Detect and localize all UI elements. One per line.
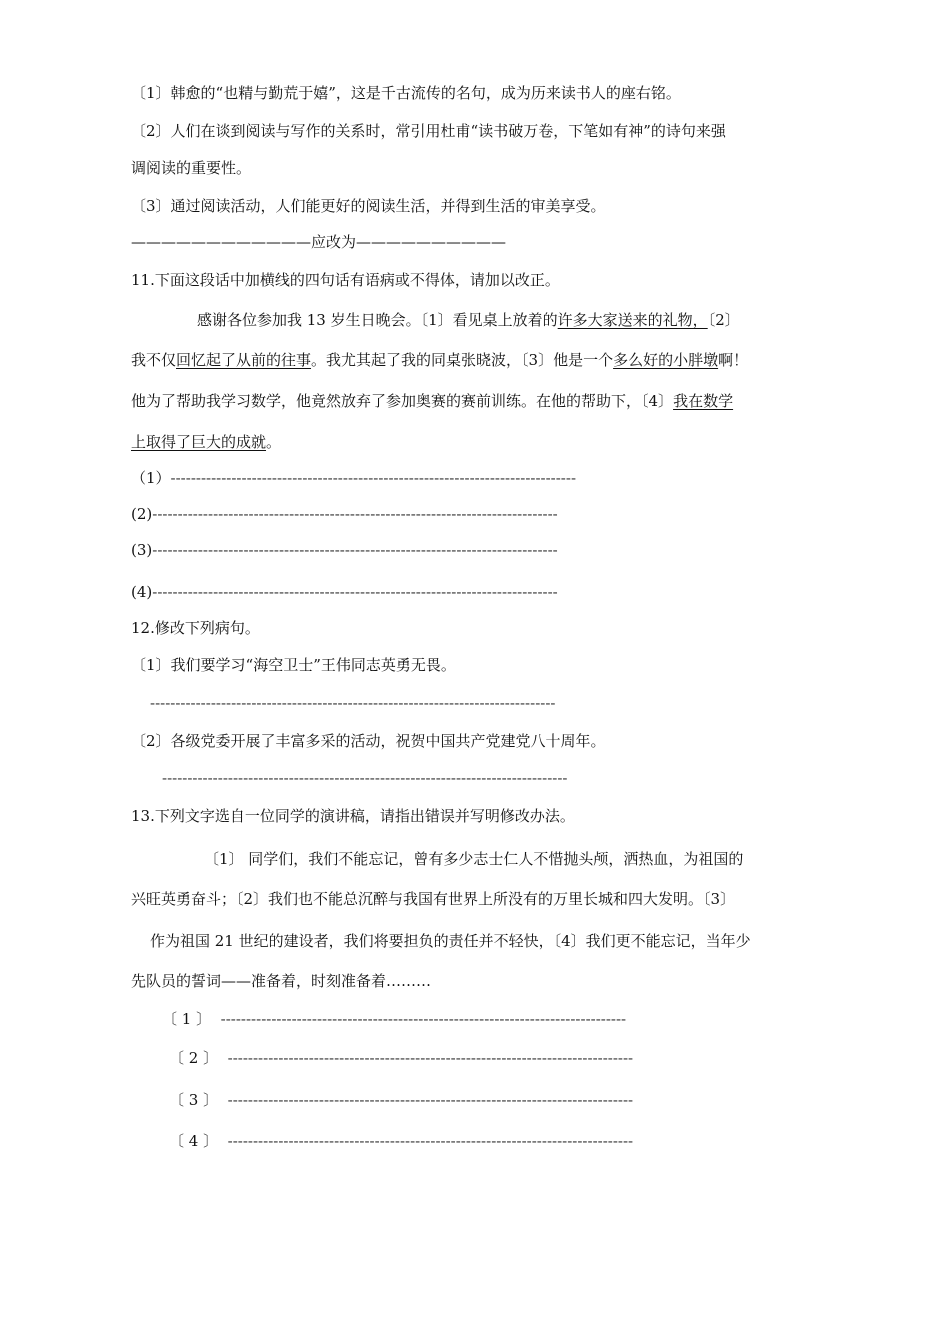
- q12-item-2: 〔2〕各级党委开展了丰富多采的活动，祝贺中国共产党建党八十周年。: [131, 732, 606, 750]
- q13-answer-1[interactable]: [162, 1009, 822, 1029]
- q11-text: 啊！: [718, 351, 749, 369]
- q11-answer-2[interactable]: [131, 504, 786, 524]
- q13-paragraph-line-4: 先队员的誓词——准备着，时刻准备着………: [131, 972, 432, 990]
- q11-underlined-sentence-4b: 上取得了巨大的成就: [131, 433, 267, 451]
- q11-paragraph-line-2: [131, 350, 748, 370]
- q11-answer-1[interactable]: [131, 468, 796, 488]
- q11-paragraph-line-1: [197, 310, 740, 330]
- q11-underlined-sentence-3: 多么好的小胖墩: [613, 351, 719, 369]
- answer-dashes: --------------------------------------------------------------------------------: [220, 1010, 627, 1028]
- answer-dashes: --------------------------------------------------------------------------------: [227, 1091, 634, 1109]
- q11-text: 他为了帮助我学习数学，他竟然放弃了参加奥赛的赛前训练。在他的帮助下，〔4〕: [131, 392, 674, 410]
- q13-answer-label: 〔 3 〕: [169, 1091, 219, 1109]
- answer-dashes: --------------------------------------------------------------------------------: [152, 541, 558, 559]
- q11-text: 。我尤其起了我的同桌张晓波，〔3〕他是一个: [311, 351, 614, 369]
- q11-answer-label: （1）: [131, 469, 171, 487]
- answer-dashes: --------------------------------------------------------------------------------: [227, 1132, 634, 1150]
- q11-text: 。: [266, 433, 282, 451]
- q11-answer-label: (2): [131, 505, 153, 523]
- q10-answer-line: ————————————应改为——————————: [131, 233, 507, 251]
- q11-answer-label: (3): [131, 541, 153, 559]
- q11-paragraph-line-3: [131, 391, 733, 411]
- q11-answer-label: (4): [131, 583, 153, 601]
- q13-answer-label: 〔 2 〕: [169, 1049, 219, 1067]
- q13-answer-2[interactable]: [169, 1048, 822, 1068]
- q11-underlined-sentence-4a: 我在数学: [673, 392, 734, 410]
- answer-dashes: --------------------------------------------------------------------------------: [162, 769, 568, 787]
- q13-answer-3[interactable]: [169, 1090, 822, 1110]
- q10-item-3: 〔3〕通过阅读活动，人们能更好的阅读生活，并得到生活的审美享受。: [131, 197, 606, 215]
- q10-item-2-line-1: 〔2〕人们在谈到阅读与写作的关系时，常引用杜甫“读书破万卷，下笔如有神”的诗句来强: [131, 122, 726, 140]
- q12-answer-2[interactable]: [162, 768, 776, 788]
- answer-dashes: --------------------------------------------------------------------------------: [170, 469, 577, 487]
- q11-text: 感谢各位参加我 13 岁生日晚会。〔1〕看见桌上放着的: [197, 311, 558, 329]
- q11-text: 我不仅: [131, 351, 177, 369]
- answer-dashes: --------------------------------------------------------------------------------: [150, 694, 556, 712]
- q11-paragraph-line-4: [131, 432, 281, 452]
- q13-title: 13.下列文字选自一位同学的演讲稿，请指出错误并写明修改办法。: [131, 807, 575, 825]
- q13-paragraph-line-1: 〔1〕 同学们，我们不能忘记，曾有多少志士仁人不惜抛头颅，洒热血，为祖国的: [204, 850, 744, 868]
- q11-answer-4[interactable]: [131, 582, 776, 602]
- q13-answer-4[interactable]: [169, 1131, 822, 1151]
- q11-text: 〔2〕: [707, 311, 740, 329]
- q11-title: 11.下面这段话中加横线的四句话有语病或不得体，请加以改正。: [131, 271, 560, 289]
- q13-answer-label: 〔 1 〕: [162, 1010, 212, 1028]
- q11-underlined-sentence-2: 回忆起了从前的往事: [176, 351, 312, 369]
- answer-dashes: --------------------------------------------------------------------------------: [227, 1049, 634, 1067]
- q13-answer-label: 〔 4 〕: [169, 1132, 219, 1150]
- answer-dashes: --------------------------------------------------------------------------------: [152, 583, 558, 601]
- q10-item-1: 〔1〕韩愈的“也精与勤荒于嬉”，这是千古流传的名句，成为历来读书人的座右铭。: [131, 84, 681, 102]
- q12-answer-1[interactable]: [150, 693, 764, 713]
- q11-answer-3[interactable]: [131, 540, 786, 560]
- q13-paragraph-line-3: 作为祖国 21 世纪的建设者，我们将要担负的责任并不轻快，〔4〕我们更不能忘记，当年少: [150, 932, 751, 950]
- q13-paragraph-line-2: 兴旺英勇奋斗；〔2〕我们也不能总沉醉与我国有世界上所没有的万里长城和四大发明。〔3〕: [131, 890, 736, 908]
- q11-underlined-sentence-1: 许多大家送来的礼物，: [557, 311, 708, 329]
- q12-title: 12.修改下列病句。: [131, 619, 260, 637]
- q10-item-2-line-2: 调阅读的重要性。: [131, 159, 252, 177]
- q12-item-1: 〔1〕我们要学习“海空卫士”王伟同志英勇无畏。: [131, 656, 456, 674]
- answer-dashes: --------------------------------------------------------------------------------: [152, 505, 558, 523]
